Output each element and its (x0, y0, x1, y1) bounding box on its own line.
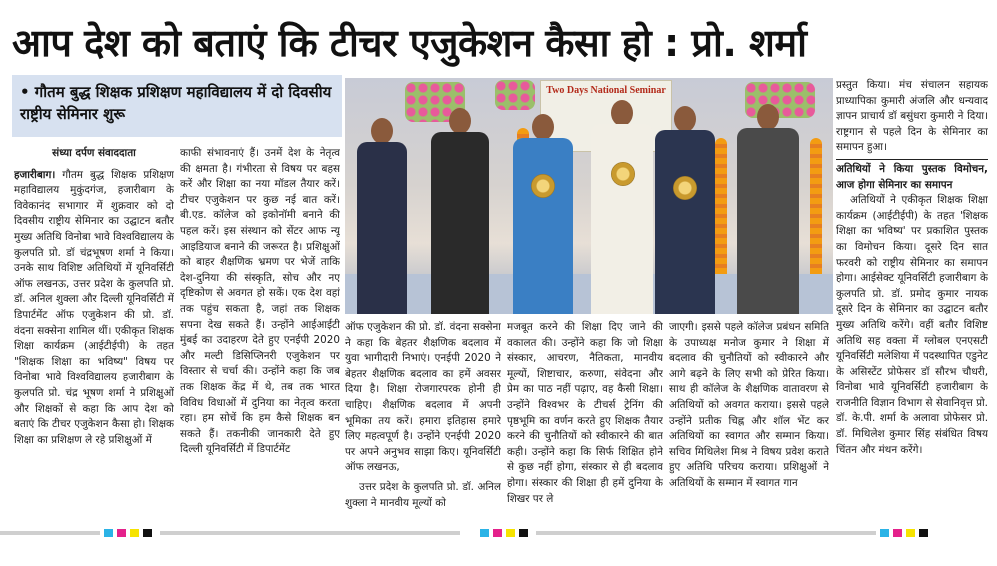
cyan-swatch (480, 529, 489, 537)
magenta-swatch (117, 529, 126, 537)
black-swatch (919, 529, 928, 537)
yellow-swatch (130, 529, 139, 537)
guest-figure-1 (357, 118, 407, 314)
column-6-text: अतिथियों ने एकीकृत शिक्षक शिक्षा कार्यक्रम (आईटीईपी) के तहत 'शिक्षक शिक्षा का भविष्य' पर प्रकाशित पुस्तक का विमोचन किया। दूसरे दिन सात फरवरी को राष्ट्रीय सेमिनार का समापन होगा। आईसेक्ट यूनिवर्सिटी हजारीबाग के कुलपति प्रो. डॉ. प्रमोद कुमार नायक दूसरे दिन के सेमिनार का उद्घाटन बतौर मुख्य अतिथि करेंगे। वहीं बतौर विशिष्ट अतिथि सह वक्ता में ग्लोबल एनएसटी यूनिवर्सिटी मलेशिया में पदस्थापित एडुनेट के असिस्टेंट प्रोफेसर डॉ सौरभ चौधरी, विनोबा भावे यूनिवर्सिटी हजारीबाग के राजनीति विज्ञान विभाग से सेवानिवृत्त प्रो. डॉ. के.पी. शर्मा के अलावा प्रोफेसर प्रो. डॉ. मिथिलेश कुमार सिंह संबंधित विषय चिंतन और मंथन करेंगे। (836, 194, 988, 456)
byline: संध्या दर्पण संवाददाता (52, 147, 136, 159)
flower-decoration-center-icon (495, 80, 535, 110)
memento-plaque-icon (611, 162, 635, 186)
seminar-photo (345, 78, 833, 314)
color-registration-marks-center (480, 529, 528, 537)
article-column-1 (14, 146, 174, 526)
column-6-intro-text: प्रस्तुत किया। मंच संचालन सहायक प्राध्यापिका कुमारी अंजलि और धन्यवाद ज्ञापन प्राचार्य डॉ बसुंधरा कुमारी ने दिया। राष्ट्रगान से पहले दिन के सेमिनार का समापन हुआ। (836, 79, 988, 154)
guest-figure-5 (655, 106, 715, 314)
article-column-4 (507, 320, 663, 526)
color-registration-marks-left (104, 529, 152, 537)
column-2-text: काफी संभावनाएं हैं। उनमें देश के नेतृत्व की क्षमता है। गंभीरता से विषय पर बहस करें और शिक्षा का नया मॉडल तैयार करें। टीचर एजुकेशन पर कुछ नई बात करें। बी.एड. कॉलेज को इकोनॉमी बनाने की पहल करें। इस संस्थान को सेंटर आफ न्यू आइडियाज बनाने की जरूरत है। प्रशिक्षुओं को बाहर शैक्षणिक भ्रमण पर भेजें ताकि देश-दुनिया की संस्कृति, सोच और नए दृष्टिकोण से अवगत हो सकें। एक देश वहां तक पहुंच सकता है, जहां तक शिक्षक सपना देख सकते हैं। उन्होंने आईआईटी मुंबई का उदाहरण देते हुए एनईपी 2020 और मल्टी डिसिप्लिनरी एजुकेशन पर विस्तार से चर्चा की। उन्होंने कहा कि जब तक शिक्षक केंद्र में थे, तब तक भारत विविध विधाओं में दुनिया का नेतृत्व करता रहा। हम सोचें कि हम कैसे शिक्षक बन सकते हैं। तकनीकी जानकारी देते हुए दिल्ली यूनिवर्सिटी में डिपार्टमेंट (180, 147, 340, 456)
column-3-text: ऑफ एजुकेशन की प्रो. डॉ. वंदना सक्सेना ने कहा कि बेहतर शैक्षणिक बदलाव में युवा भागीदारी निभाएं। एनईपी 2020 ने बेहतर शैक्षणिक बदलाव का हमें अवसर दिया है। शिक्षा रोजगारपरक होनी ही चाहिए। शैक्षणिक बदलाव में अपनी भूमिका तय करें। हमारा इतिहास हमारे लिए महत्वपूर्ण है। उन्होंने एनईपी 2020 पर अपने अनुभव साझा किए। यूनिवर्सिटी ऑफ लखनऊ, (345, 321, 501, 474)
sub-section-heading: अतिथियों ने किया पुस्तक विमोचन, आज होगा सेमिनार का समापन (836, 159, 988, 193)
article-column-5 (669, 320, 829, 526)
guest-figure-3 (513, 114, 573, 314)
seminar-banner-text: Two Days National Seminar (546, 85, 666, 96)
column-4-text: मजबूत करने की शिक्षा दिए जाने की वकालत की। उन्होंने कहा कि जो शिक्षा संस्कार, आचरण, नैतिकता, मानवीय मूल्यों, शिष्टाचार, करुणा, संवेदना और प्रेम का पाठ नहीं पढ़ाए, वह कैसी शिक्षा। उन्होंने विश्वभर के टीचर्स ट्रेनिंग की पृष्ठभूमि का वर्णन करते हुए शिक्षक तैयार करने की चुनौतियों को स्वीकारने की बात कही। उन्होंने कहा कि सिर्फ शिक्षित होने से कुछ नहीं होगा, संस्कार से ही बदलाव होगा। संस्कार की शिक्षा ही हमें दुनिया के शिखर पर ले (507, 321, 663, 505)
subheadline: • गौतम बुद्ध शिक्षक प्रशिक्षण महाविद्यालय में दो दिवसीय राष्ट्रीय सेमिनार शुरू (12, 75, 342, 137)
dateline: हजारीबाग। (14, 168, 56, 181)
memento-plaque-icon (673, 176, 697, 200)
print-margin-rule (160, 531, 460, 535)
yellow-swatch (906, 529, 915, 537)
black-swatch (519, 529, 528, 537)
magenta-swatch (493, 529, 502, 537)
article-column-2 (180, 146, 340, 526)
magenta-swatch (893, 529, 902, 537)
print-margin-rule (536, 531, 876, 535)
article-column-3 (345, 320, 501, 526)
column-3-text-continued: उत्तर प्रदेश के कुलपति प्रो. डॉ. अनिल शुक्ला ने मानवीय मूल्यों को (345, 480, 501, 509)
yellow-swatch (506, 529, 515, 537)
guest-figure-6 (737, 104, 799, 314)
cyan-swatch (104, 529, 113, 537)
cyan-swatch (880, 529, 889, 537)
article-column-6 (836, 78, 988, 526)
column-1-text: गौतम बुद्ध शिक्षक प्रशिक्षण महाविद्यालय मुकुंदगंज, हजारीबाग के विवेकानंद सभागार में शुक्रवार को दो दिवसीय राष्ट्रीय सेमिनार का उद्घाटन बतौर मुख्य अतिथि विनोबा भावे विश्वविद्यालय के कुलपति प्रो. डॉ चंद्रभूषण शर्मा ने किया। उनके साथ विशिष्ट अतिथियों में यूनिवर्सिटी ऑफ लखनऊ, उत्तर प्रदेश के कुलपति प्रो. डॉ. अनिल शुक्ला और दिल्ली यूनिवर्सिटी में डिपार्टमेंट ऑफ एजुकेशन की प्रो. डॉ. वंदना सक्सेना शामिल थीं। एकीकृत शिक्षक शिक्षा कार्यक्रम (आईटीईपी) के तहत "शिक्षक शिक्षा का भविष्य" विषय पर विनोबा भावे विश्वविद्यालय हजारीबाग के कुलपति प्रो. चंद्र भूषण शर्मा ने प्रशिक्षुओं और शिक्षकों से कहा कि आप देश को बताएं कि टीचर एजुकेशन कैसा हो। शिक्षक शिक्षा का प्रशिक्षण ले रहे प्रशिक्षुओं में (14, 168, 174, 446)
memento-plaque-icon (531, 174, 555, 198)
black-swatch (143, 529, 152, 537)
headline: आप देश को बताएं कि टीचर एजुकेशन कैसा हो : प्रो. शर्मा (12, 21, 807, 65)
guest-figure-4 (591, 100, 653, 314)
column-5-text: जाएगी। इससे पहले कॉलेज प्रबंधन समिति के उपाध्यक्ष मनोज कुमार ने शिक्षा में बदलाव की चुनौतियों को स्वीकारने और आगे बढ़ने के लिए सभी को प्रेरित किया। साथ ही कॉलेज के शैक्षणिक वातावरण से अतिथियों को अवगत कराया। इससे पहले उन्होंने प्रतीक चिह्न और शॉल भेंट कर अतिथियों का स्वागत और सम्मान किया। सचिव मिथिलेश मिश्र ने विषय प्रवेश कराते हुए अतिथि परिचय कराया। प्रशिक्षुओं ने अतिथियों के सम्मान में स्वागत गान (669, 321, 829, 489)
guest-figure-2 (431, 108, 489, 314)
color-registration-marks-right (880, 529, 928, 537)
print-margin-rule (0, 531, 100, 535)
